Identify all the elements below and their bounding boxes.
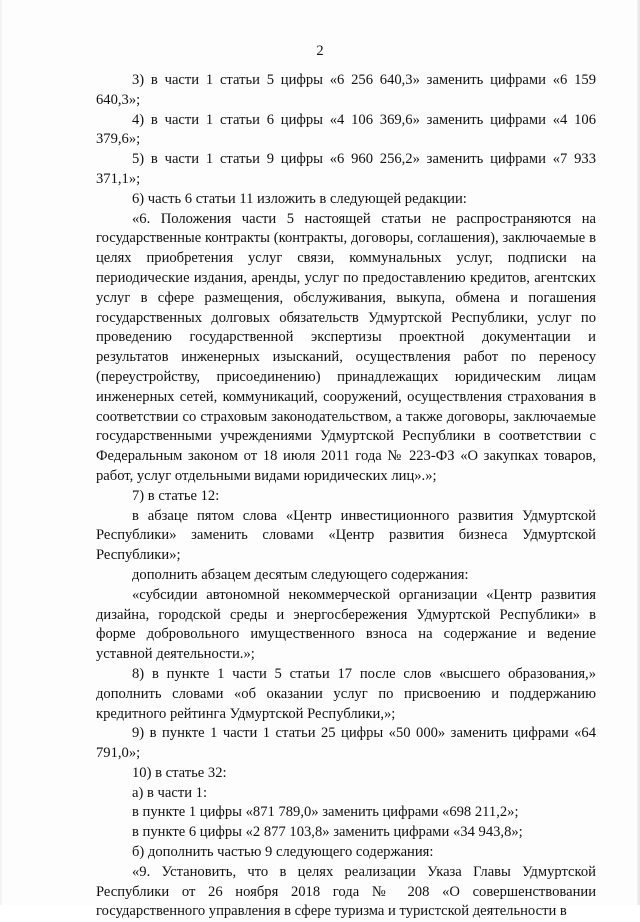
paragraph-10-b: б) дополнить частью 9 следующего содержания: xyxy=(132,844,434,861)
paragraph-3: 3) в части 1 статьи 5 цифры «6 256 640,3» заменить цифрами «6 159 640,3»; xyxy=(96,72,596,108)
paragraph-7-b: дополнить абзацем десятым следующего содержания: xyxy=(132,566,469,583)
paragraph-10-a: а) в части 1: xyxy=(132,784,208,801)
paragraph-6-text: «6. Положения части 5 настоящей статьи не распространяются на государственные контракты (контракты, договоры, соглашения), заключаемые в целях приобретения услуг связи, коммунальных услуг, подписки на периодические издания, аренды, услуг по предоставлению кредитов, агентских услуг в сфере размещения, обслуживания, выкупа, обмена и погашения государственных долговых обязательств Удмуртской Республики, услуг по проведению государственной экспертизы проектной документации и результатов инженерных изысканий, осуществления работ по переносу (переустройству, присоединению) принадлежащих юридическим лицам инженерных сетей, коммуникаций, сооружений, осуществления страхования в соответствии со страховым законодательством, а также договоры, заключаемые государственными учреждениями Удмуртской Республики в соответствии с Федеральным законом от 18 июля 2011 года № 223-ФЗ «О закупках товаров, работ, услуг отдельными видами юридических лиц».»; xyxy=(96,210,596,484)
document-body xyxy=(96,71,596,922)
paragraph-8: 8) в пункте 1 части 5 статьи 17 после слов «высшего образования,» дополнить словами «об оказании услуг по присвоению и поддержанию кредитного рейтинга Удмуртской Республики,»; xyxy=(96,665,596,722)
paragraph-4: 4) в части 1 статьи 6 цифры «4 106 369,6» заменить цифрами «4 106 379,6»; xyxy=(96,111,596,148)
paragraph-10: 10) в статье 32: xyxy=(132,764,227,781)
paragraph-9-text: «9. Установить, что в целях реализации Указа Главы Удмуртской Республики от 26 ноября 2018 года № 208 «О совершенствовании государственного управления в сфере туризма и туристской деятельности в xyxy=(96,863,596,920)
paragraph-10-a-1: в пункте 1 цифры «871 789,0» заменить цифрами «698 211,2»; xyxy=(132,804,519,821)
paragraph-7-a: в абзаце пятом слова «Центр инвестиционного развития Удмуртской Республики» заменить словами «Центр развития бизнеса Удмуртской Республики»; xyxy=(96,507,596,564)
paragraph-5: 5) в части 1 статьи 9 цифры «6 960 256,2» заменить цифрами «7 933 371,1»; xyxy=(96,151,596,187)
paragraph-7-c: «субсидии автономной некоммерческой организации «Центр развития дизайна, городской среды и энергосбережения Удмуртской Республики» в форме добровольного имущественного взноса на содержание и ведение уставной деятельности.»; xyxy=(96,586,596,663)
paragraph-9: 9) в пункте 1 части 1 статьи 25 цифры «50 000» заменить цифрами «64 791,0»; xyxy=(96,725,596,762)
paragraph-10-a-6: в пункте 6 цифры «2 877 103,8» заменить цифрами «34 943,8»; xyxy=(132,824,523,841)
paragraph-7: 7) в статье 12: xyxy=(132,487,220,504)
paragraph-6: 6) часть 6 статьи 11 изложить в следующей редакции: xyxy=(132,190,467,207)
page-number: 2 xyxy=(316,43,324,59)
scan-edge-left xyxy=(0,0,2,905)
